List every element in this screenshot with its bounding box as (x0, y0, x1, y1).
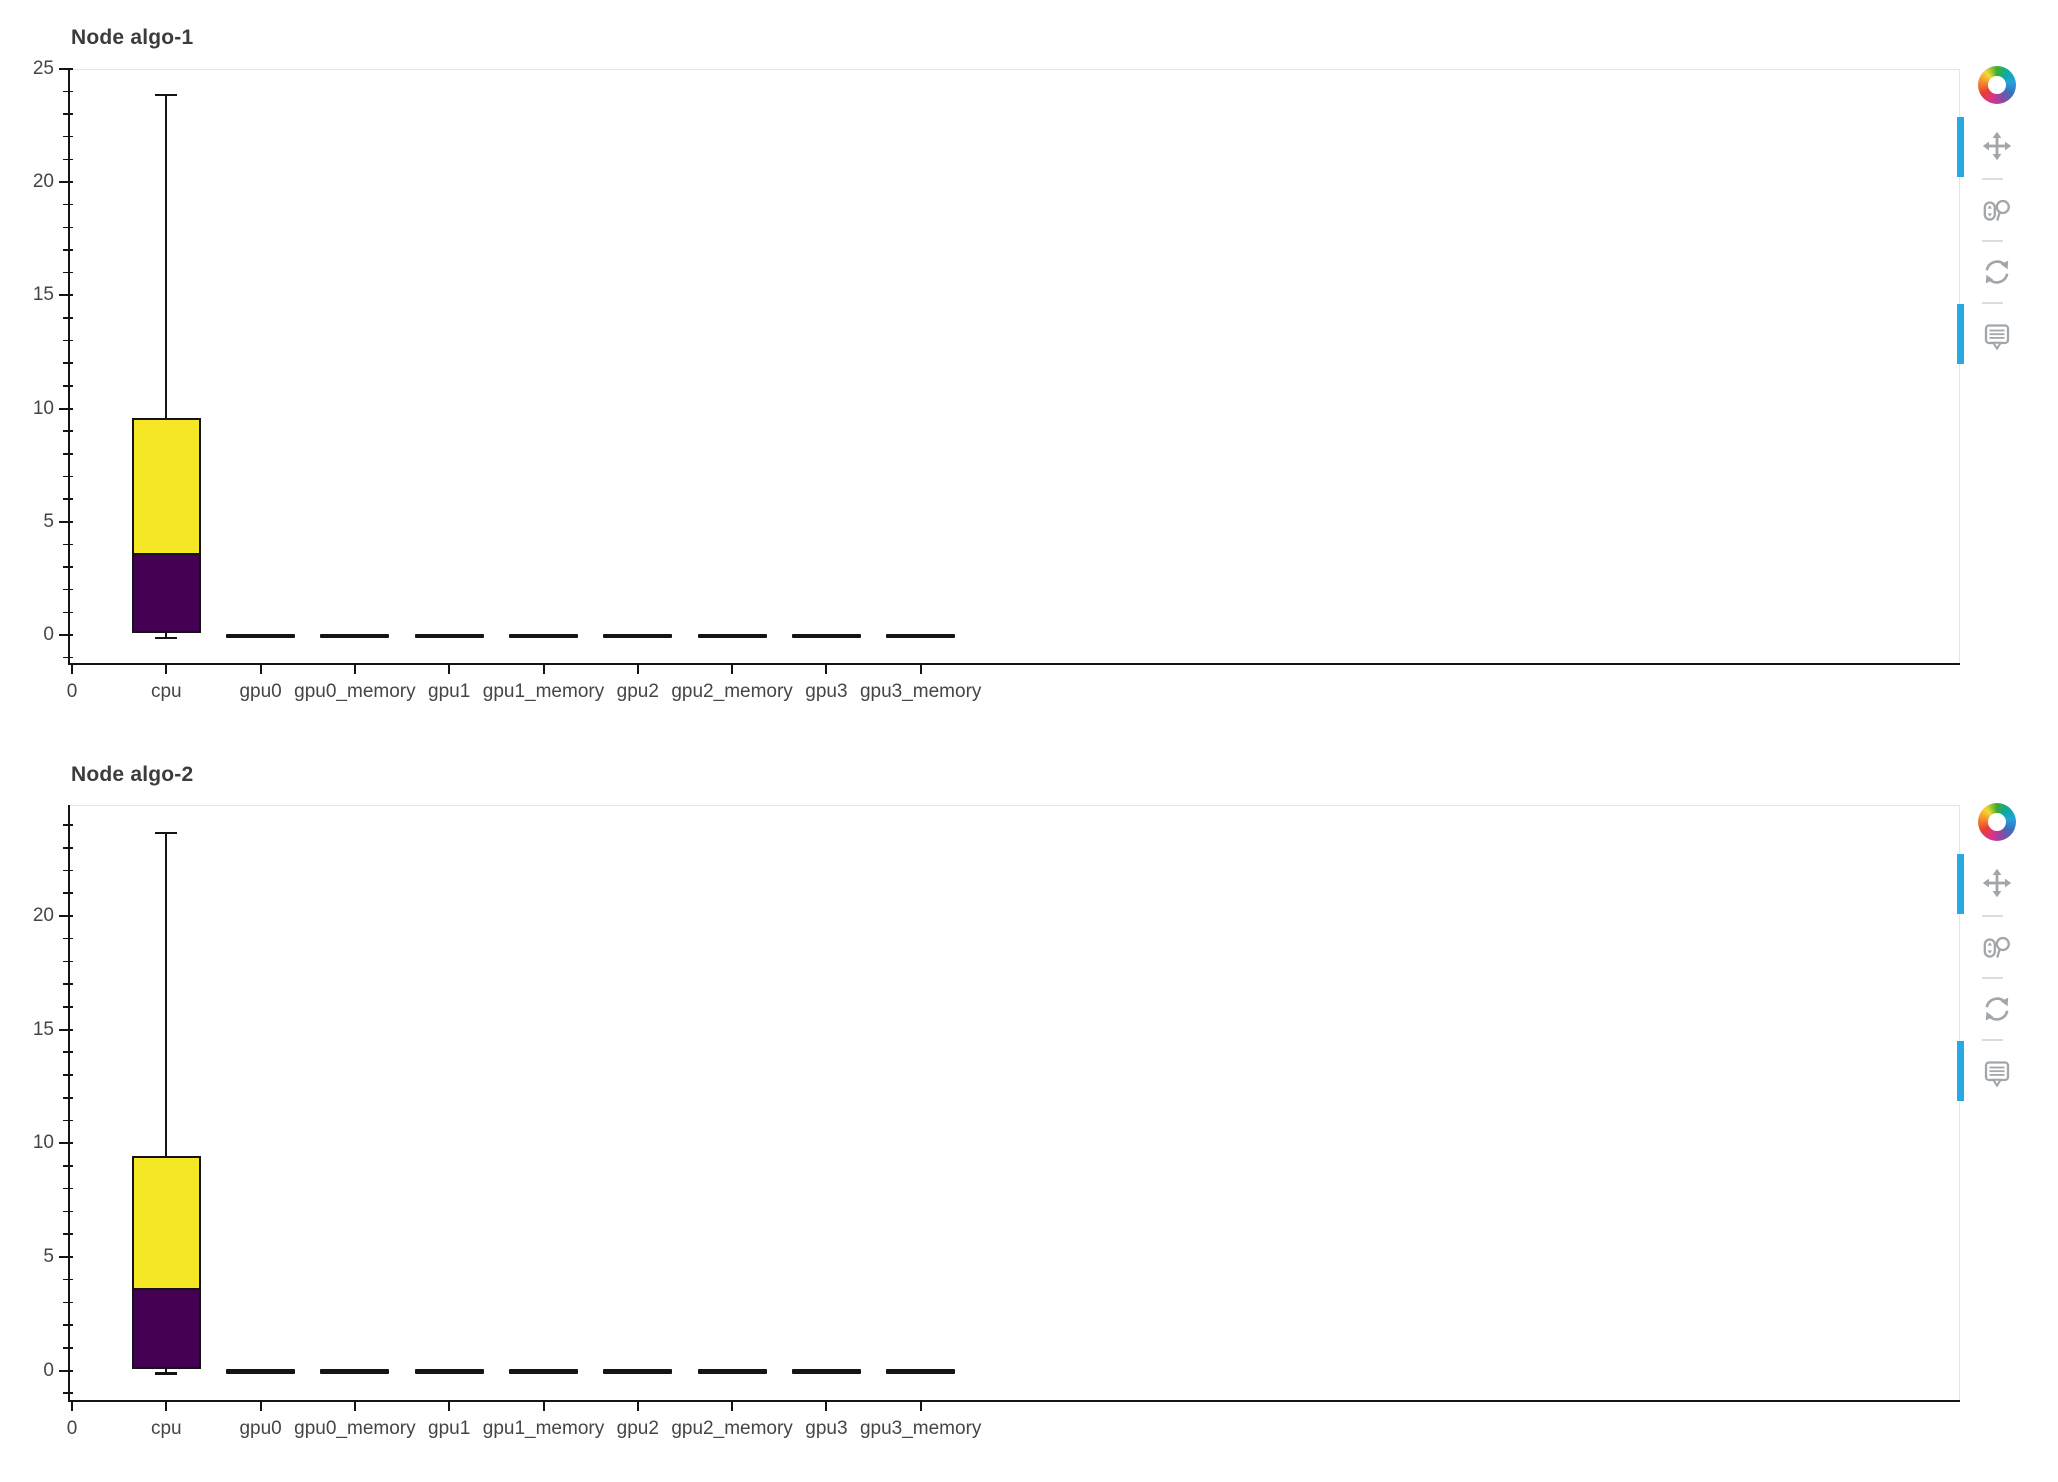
y-minor-tick (63, 1051, 73, 1053)
x-axis-label: gpu1 (428, 1418, 471, 1439)
y-axis-label: 0 (43, 1359, 54, 1381)
box-gpu0_memory (320, 1369, 389, 1374)
box-gpu1_memory (509, 1369, 578, 1374)
y-axis-label: 20 (32, 171, 54, 192)
y-axis-label: 10 (32, 1132, 54, 1154)
y-axis-label: 15 (32, 284, 54, 306)
y-major-tick (59, 1029, 73, 1031)
x-axis-label: gpu2 (616, 681, 659, 702)
y-minor-tick (63, 983, 73, 985)
toolbar-separator (1982, 977, 2003, 979)
plot-title: Node algo-2 (71, 763, 194, 786)
hover-tool-button[interactable] (1981, 1057, 2013, 1089)
box-gpu2 (603, 1369, 672, 1374)
plot-title: Node algo-1 (71, 26, 194, 49)
x-axis-tick (825, 1402, 827, 1411)
x-axis-label: cpu (150, 1418, 182, 1439)
y-axis-label: 5 (43, 1245, 54, 1267)
y-minor-tick (63, 1233, 73, 1235)
y-minor-tick (63, 1279, 73, 1281)
y-axis-label: 20 (32, 904, 54, 926)
y-minor-tick (63, 1347, 73, 1349)
y-minor-tick (63, 1324, 73, 1326)
y-axis-label: 15 (32, 1018, 54, 1040)
x-axis-label: gpu0_memory (294, 1418, 416, 1439)
x-axis-label: gpu0_memory (294, 681, 416, 702)
x-axis-tick (731, 1402, 733, 1411)
box-cpu (132, 1156, 201, 1370)
wheel-zoom-icon (1981, 931, 2013, 963)
y-major-tick (59, 1370, 73, 1372)
y-minor-tick (63, 824, 73, 826)
y-axis-label: 25 (32, 57, 54, 79)
x-axis-tick (543, 1402, 545, 1411)
y-axis-label: 5 (43, 510, 54, 532)
x-axis-label: gpu0 (239, 681, 282, 702)
y-major-tick (59, 915, 73, 917)
x-axis-label: gpu1_memory (482, 681, 605, 702)
toolbar (1974, 803, 2014, 1103)
y-minor-tick (63, 1165, 73, 1167)
y-major-tick (59, 1256, 73, 1258)
hover-active-indicator (1957, 1041, 1964, 1101)
whisker-upper-cpu (165, 833, 167, 1156)
y-axis-label: 10 (32, 397, 54, 419)
x-axis-tick (354, 1402, 356, 1411)
reset-icon (1981, 993, 2013, 1025)
whisker-cap-lower-cpu (155, 1372, 177, 1375)
toolbar-separator (1982, 1039, 2003, 1041)
y-minor-tick (63, 938, 73, 940)
x-axis-tick (165, 1402, 167, 1411)
box-gpu3_memory (886, 1369, 955, 1374)
y-axis-line (68, 805, 70, 1402)
x-axis-label: gpu2_memory (671, 1418, 793, 1439)
x-axis-label: 0 (66, 1418, 78, 1439)
y-minor-tick (63, 1188, 73, 1190)
x-axis-line (68, 1400, 1960, 1402)
x-axis-tick (920, 1402, 922, 1411)
x-axis-label: gpu1 (428, 681, 471, 702)
y-minor-tick (63, 1120, 73, 1122)
y-minor-tick (63, 1006, 73, 1008)
box-gpu1 (415, 1369, 484, 1374)
whisker-cap-upper-cpu (155, 832, 177, 835)
y-axis-label: 0 (43, 624, 54, 645)
x-axis-label: gpu2_memory (671, 681, 793, 702)
x-axis-tick (637, 1402, 639, 1411)
y-minor-tick (63, 1302, 73, 1304)
box-gpu3 (792, 1369, 861, 1374)
y-minor-tick (63, 1097, 73, 1099)
x-axis-label: 0 (66, 681, 78, 702)
x-axis-tick (71, 1402, 73, 1411)
hover-icon (1981, 1057, 2013, 1089)
y-major-tick (59, 1142, 73, 1144)
x-axis-label: gpu3_memory (859, 681, 982, 702)
box-gpu0 (226, 1369, 295, 1374)
x-axis-label: gpu0 (239, 1418, 282, 1439)
box-upper-half-cpu (134, 1158, 199, 1290)
y-minor-tick (63, 892, 73, 894)
pan-icon (1981, 867, 2013, 899)
y-minor-tick (63, 847, 73, 849)
box-gpu2_memory (698, 1369, 767, 1374)
x-axis-label: cpu (150, 681, 182, 702)
x-axis-label: gpu3 (805, 681, 848, 702)
y-minor-tick (63, 1211, 73, 1213)
y-minor-tick (63, 961, 73, 963)
pan-active-indicator (1957, 854, 1964, 914)
reset-tool-button[interactable] (1981, 993, 2013, 1025)
toolbar-separator (1982, 915, 2003, 917)
x-axis-label: gpu1_memory (482, 1418, 605, 1439)
y-minor-tick (63, 870, 73, 872)
pan-tool-button[interactable] (1981, 867, 2013, 899)
x-axis-label: gpu3_memory (859, 1418, 982, 1439)
wheel-zoom-tool-button[interactable] (1981, 931, 2013, 963)
x-axis-tick (448, 1402, 450, 1411)
x-axis-label: gpu3 (805, 1418, 848, 1439)
bokeh-logo-icon[interactable] (1978, 803, 2016, 841)
y-minor-tick (63, 1074, 73, 1076)
y-minor-tick (63, 1392, 73, 1394)
x-axis-tick (260, 1402, 262, 1411)
x-axis-label: gpu2 (616, 1418, 659, 1439)
